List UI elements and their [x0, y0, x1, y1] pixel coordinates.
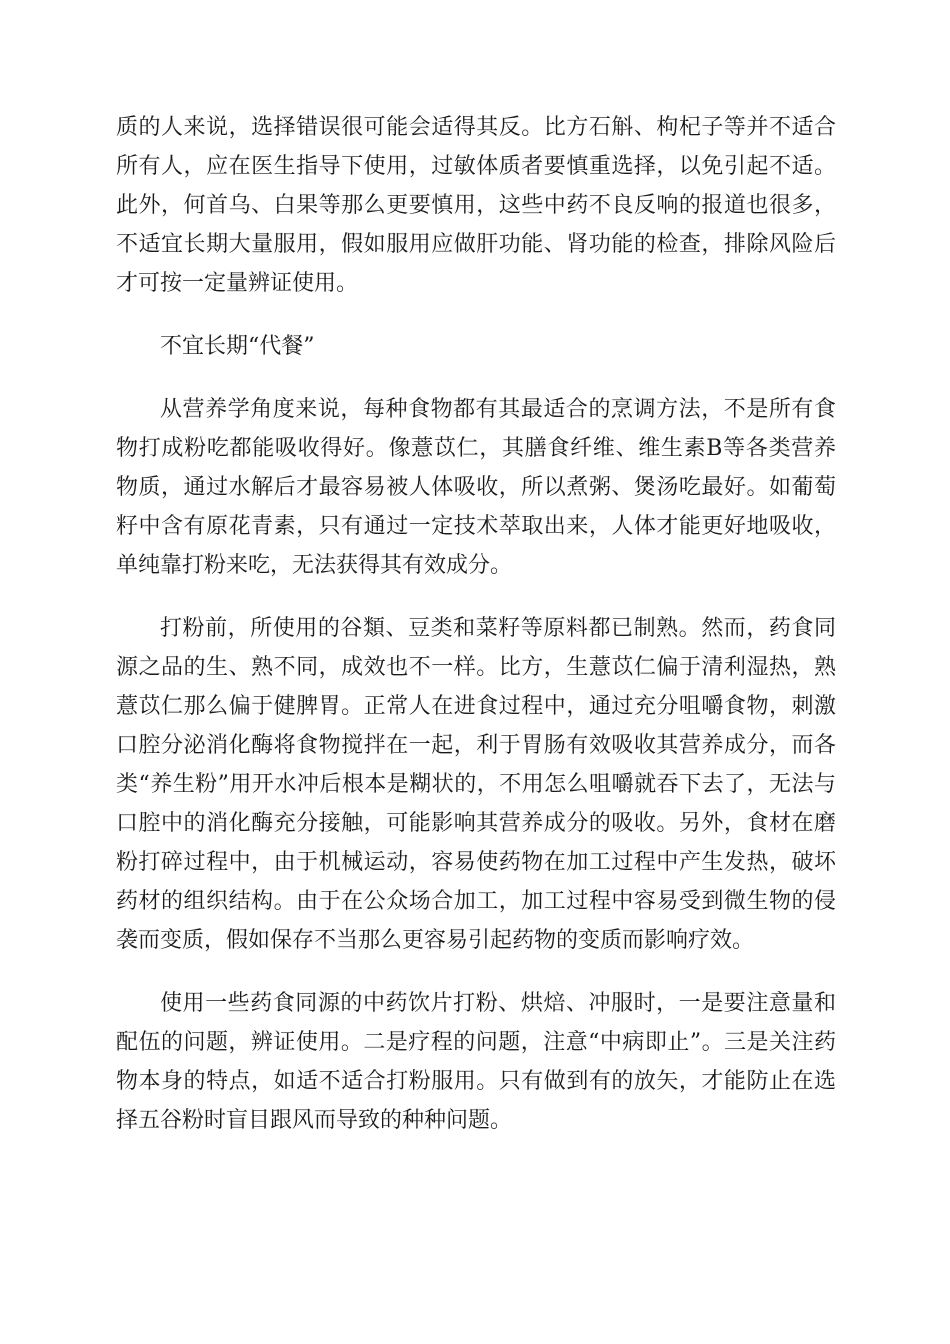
paragraph-usage-advice: 使用一些药食同源的中药饮片打粉、烘焙、冲服时，一是要注意量和配伍的问题，辨证使用。二是疗程的问题，注意“中病即止”。三是关注药物本身的特点，如适不适合打粉服用。只有做到有的放矢，才能防止在选择五谷粉时盲目跟风而导致的种种问题。: [116, 991, 836, 1133]
paragraph-powder-processing: 打粉前，所使用的谷類、豆类和菜籽等原料都已制熟。然而，药食同源之品的生、熟不同，成效也不一样。比方，生薏苡仁偏于清利湿热，熟薏苡仁那么偏于健脾胃。正常人在进食过程中，通过充分咀嚼食物，刺激口腔分泌消化酶将食物搅拌在一起，利于胃肠有效吸收其营养成分，而各类“养生粉”用开水冲后根本是糊状的，不用怎么咀嚼就吞下去了，无法与口腔中的消化酶充分接触，可能影响其营养成分的吸收。另外，食材在磨粉打碎过程中，由于机械运动，容易使药物在加工过程中产生发热，破坏药材的组织结构。由于在公众场合加工，加工过程中容易受到微生物的侵袭而变质，假如保存不当那么更容易引起药物的变质而影响疗效。: [116, 616, 836, 953]
paragraph-nutrition: 从营养学角度来说，每种食物都有其最适合的烹调方法，不是所有食物打成粉吃都能吸收得好。像薏苡仁，其膳食纤维、维生素B等各类营养物质，通过水解后才最容易被人体吸收，所以煮粥、煲汤吃最好。如葡萄籽中含有原花青素，只有通过一定技术萃取出来，人体才能更好地吸收，单纯靠打粉来吃，无法获得其有效成分。: [116, 397, 836, 578]
section-heading: 不宜长期“代餐”: [160, 334, 315, 359]
paragraph-continuation: 质的人来说，选择错误很可能会适得其反。比方石斛、枸杞子等并不适合所有人，应在医生指导下使用，过敏体质者要慎重选择，以免引起不适。此外，何首乌、白果等那么更要慎用，这些中药不良反响的报道也很多，不适宜长期大量服用，假如服用应做肝功能、肾功能的检查，排除风险后才可按一定量辨证使用。: [116, 115, 836, 296]
document-body: [116, 108, 836, 1164]
